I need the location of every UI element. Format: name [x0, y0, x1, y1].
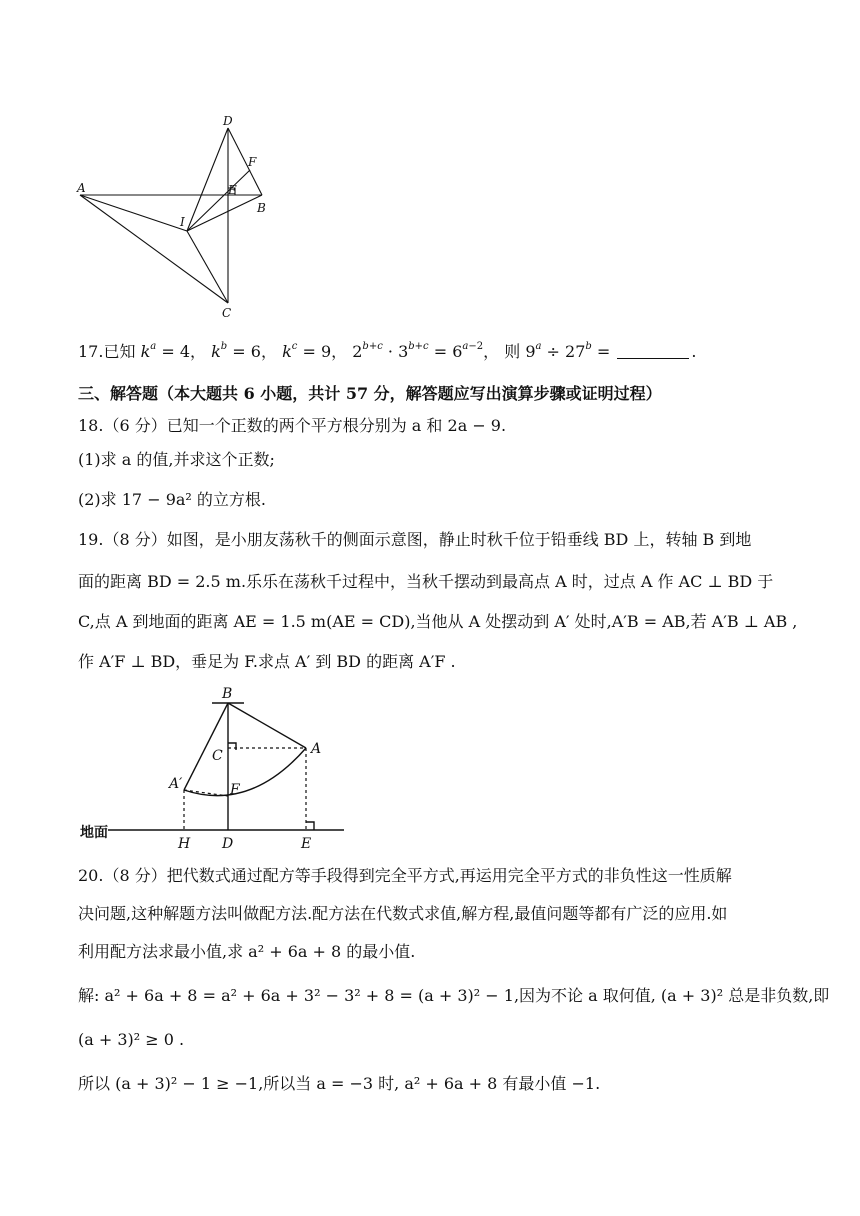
question-17: 17.已知 $k^a = 4$， $k^b = 6$， $k^c = 9$， $2^{b+c} \cdot 3^{b+c} = 6^{a-2}$， 则 $9^a \div 27^b$ = . [78, 340, 697, 361]
question-20-line-3: 利用配方法求最小值,求 a² + 6a + 8 的最小值. [78, 942, 416, 961]
solution-line-3: 所以 (a + 3)² − 1 ≥ −1,所以当 a = −3 时, a² + 6a + 8 有最小值 −1. [78, 1074, 601, 1093]
solution-line-2: (a + 3)² ≥ 0 . [78, 1030, 185, 1049]
point-label-c: C [212, 748, 223, 764]
point-label-b: B [257, 201, 266, 215]
point-label-a: A [77, 181, 86, 195]
point-label-d: D [223, 114, 233, 128]
point-label-i: I [180, 215, 185, 229]
question-19-line-4: 作 A′F ⊥ BD，垂足为 F.求点 A′ 到 BD 的距离 A′F . [78, 652, 456, 671]
geometry-figure-1 [70, 108, 280, 323]
section-3-title: 三、解答题（本大题共 6 小题，共计 57 分，解答题应写出演算步骤或证明过程） [78, 384, 662, 403]
point-label-f: F [248, 155, 257, 169]
question-19-line-3: C,点 A 到地面的距离 AE = 1.5 m(AE = CD),当他从 A 处摆动到 A′ 处时,A′B = AB,若 A′B ⊥ AB , [78, 612, 798, 631]
question-17-number: 17. [78, 342, 104, 361]
question-18-line-1: 18.（6 分）已知一个正数的两个平方根分别为 a 和 2a − 9. [78, 416, 507, 435]
question-19-line-1: 19.（8 分）如图，是小朋友荡秋千的侧面示意图，静止时秋千位于铅垂线 BD 上，转轴 B 到地 [78, 530, 752, 549]
point-label-e: E [228, 183, 237, 197]
solution-line-1: 解: a² + 6a + 8 = a² + 6a + 3² − 3² + 8 = (a + 3)² − 1,因为不论 a 取何值, (a + 3)² 总是非负数,即 [78, 986, 830, 1005]
question-18-part-2: (2)求 17 − 9a² 的立方根. [78, 490, 266, 509]
question-18-part-1: (1)求 a 的值,并求这个正数; [78, 450, 275, 469]
swing-figure [76, 682, 356, 852]
point-label-a: A [311, 741, 322, 757]
answer-blank[interactable] [617, 344, 689, 359]
point-label-d: D [222, 836, 234, 852]
point-label-f: F [230, 782, 240, 798]
question-20-line-2: 决问题,这种解题方法叫做配方法.配方法在代数式求值,解方程,最值问题等都有广泛的应用.如 [78, 904, 728, 923]
question-17-prefix: 已知 [103, 342, 136, 361]
question-19-line-2: 面的距离 BD = 2.5 m.乐乐在荡秋千过程中，当秋千摆动到最高点 A 时，过点 A 作 AC ⊥ BD 于 [78, 572, 774, 591]
point-label-h: H [178, 836, 191, 852]
point-label-b: B [222, 686, 233, 702]
point-label-e: E [301, 836, 312, 852]
point-label-c: C [222, 306, 232, 320]
ground-label: 地面 [80, 825, 108, 841]
point-label-a-prime: A′ [169, 776, 183, 792]
question-20-line-1: 20.（8 分）把代数式通过配方等手段得到完全平方式,再运用完全平方式的非负性这一性质解 [78, 866, 732, 885]
